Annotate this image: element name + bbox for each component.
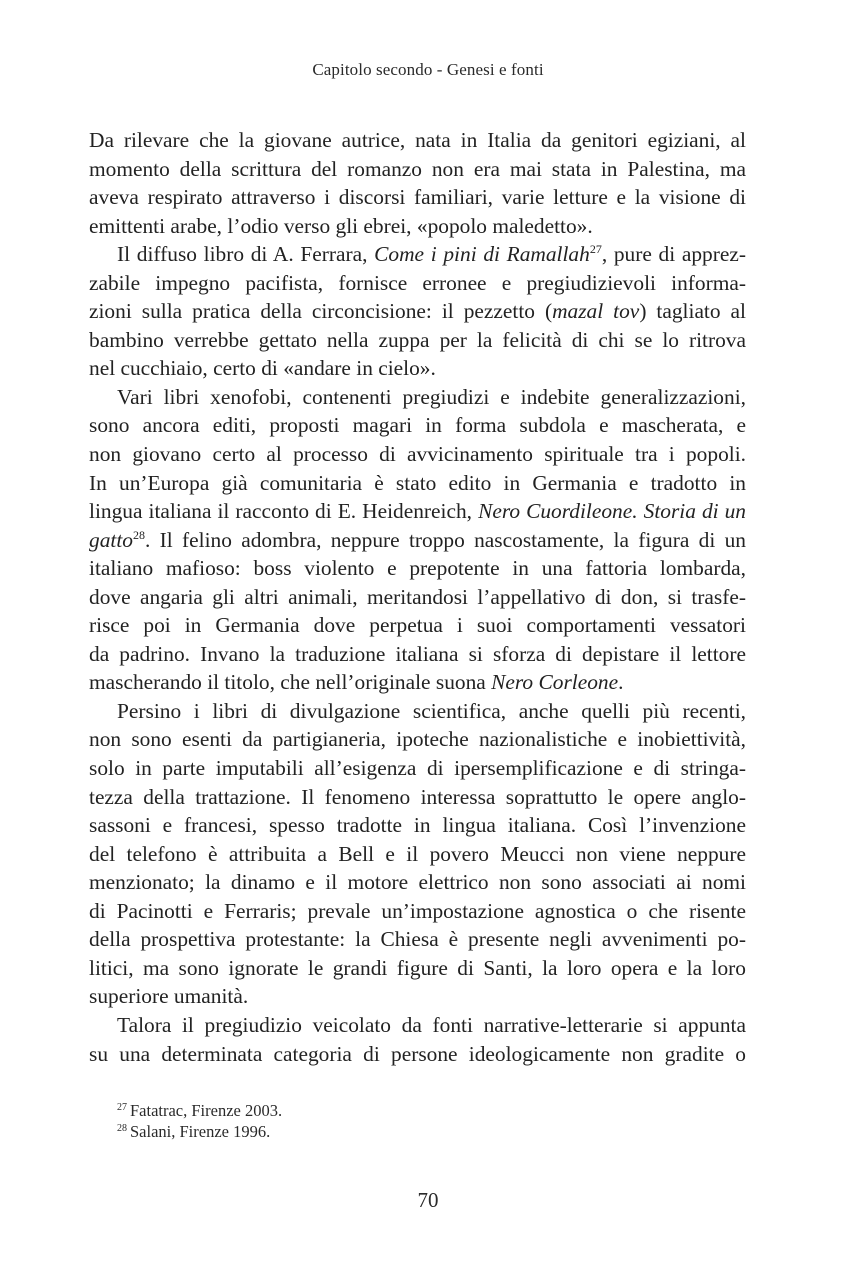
footnote (117, 1100, 282, 1121)
paragraph (89, 697, 746, 1011)
text-line: Persino i libri di divulgazione scientifica, anche quelli più recenti, (117, 698, 746, 723)
book-title: gatto (89, 527, 133, 552)
text-line: del telefono è attribuita a Bell e il povero Meucci non viene neppure (89, 841, 746, 866)
text-line: della prospettiva protestante: la Chiesa è presente negli avvenimenti po- (89, 927, 746, 952)
paragraph (89, 240, 746, 383)
text-line: mascherando il titolo, che nell’originale suona Nero Corleone. (89, 670, 624, 695)
text-line: gatto$^{28}$. Il felino adombra, neppure troppo nascostamente, la figura di un (89, 527, 746, 552)
text-line: dove angaria gli altri animali, meritandosi l’appellativo di don, si trasfe- (89, 584, 746, 609)
text-line: nel cucchiaio, certo di «andare in cielo». (89, 356, 436, 381)
text-line: su una determinata categoria di persone ideologicamente non gradite o (89, 1041, 746, 1066)
text-line: litici, ma sono ignorate le grandi figure di Santi, la loro opera e la loro (89, 955, 746, 980)
footnote-ref: 28 (132, 527, 145, 542)
book-title: Nero Cuordileone. Storia di un (478, 499, 747, 524)
text-line: non sono esenti da partigianeria, ipoteche nazionalistiche e inobiettività, (89, 727, 746, 752)
text-line: emittenti arabe, l’odio verso gli ebrei, «popolo maledetto». (89, 213, 593, 238)
text-line: zabile impegno pacifista, fornisce erronee e pregiudizievoli informa- (89, 270, 746, 295)
text-line: da padrino. Invano la traduzione italiana si sforza di depistare il lettore (89, 641, 746, 666)
running-head: Capitolo secondo - Genesi e fonti (312, 60, 544, 79)
text-line: momento della scrittura del romanzo non era mai stata in Palestina, ma (89, 156, 746, 181)
text-line: superiore umanità. (89, 984, 249, 1009)
text-line: solo in parte imputabili all’esigenza di ipersemplificazione e di stringa- (89, 756, 746, 781)
body-text (89, 126, 746, 1068)
page-number: 70 (417, 1188, 439, 1212)
footnotes (117, 1100, 282, 1142)
text-line: non giovano certo al processo di avvicinamento spirituale tra i popoli. (89, 442, 746, 467)
text-line: risce poi in Germania dove perpetua i suoi comportamenti vessatori (89, 613, 746, 638)
footnote (117, 1121, 282, 1142)
text-line: di Pacinotti e Ferraris; prevale un’impostazione agnostica o che risente (89, 898, 746, 923)
text-line: lingua italiana il racconto di E. Heidenreich, Nero Cuordileone. Storia di un (89, 499, 747, 524)
text-line: Vari libri xenofobi, contenenti pregiudizi e indebite generalizzazioni, (117, 384, 746, 409)
text-line: Da rilevare che la giovane autrice, nata in Italia da genitori egiziani, al (89, 128, 746, 152)
italic-term: mazal tov (552, 299, 640, 324)
footnote-number: 27 (117, 1102, 127, 1113)
text-line: In un’Europa già comunitaria è stato edito in Germania e tradotto in (89, 470, 746, 495)
text-line: bambino verrebbe gettato nella zuppa per la felicità di chi se lo ritrova (89, 327, 746, 352)
footnote-number: 28 (117, 1123, 127, 1134)
book-title: Come i pini di Ramallah (374, 242, 590, 267)
footnote-text: Salani, Firenze 1996. (130, 1122, 271, 1141)
paragraph (89, 126, 746, 240)
text-line: tezza della trattazione. Il fenomeno interessa soprattutto le opere anglo- (89, 784, 746, 809)
text-line: menzionato; la dinamo e il motore elettrico non sono associati ai nomi (89, 870, 746, 895)
text-line: aveva respirato attraverso i discorsi familiari, varie letture e la visione di (89, 185, 746, 210)
footnote-text: Fatatrac, Firenze 2003. (130, 1101, 283, 1120)
footnote-ref: 27 (589, 242, 602, 257)
text-line: Il diffuso libro di A. Ferrara, Come i pini di Ramallah$^{27}$, pure di apprez- (117, 242, 746, 267)
text-line: sono ancora editi, proposti magari in forma subdola e mascherata, e (89, 413, 746, 438)
book-title: Nero Corleone (491, 670, 619, 695)
paragraph (89, 1011, 746, 1068)
text-line: sassoni e francesi, spesso tradotte in lingua italiana. Così l’invenzione (89, 813, 746, 838)
text-line: zioni sulla pratica della circoncisione: il pezzetto (mazal tov) tagliato al (89, 299, 746, 324)
paragraph (89, 383, 746, 697)
text-line: italiano mafioso: boss violento e prepotente in una fattoria lombarda, (89, 556, 746, 581)
text-line: Talora il pregiudizio veicolato da fonti narrative-letterarie si appunta (117, 1012, 746, 1037)
